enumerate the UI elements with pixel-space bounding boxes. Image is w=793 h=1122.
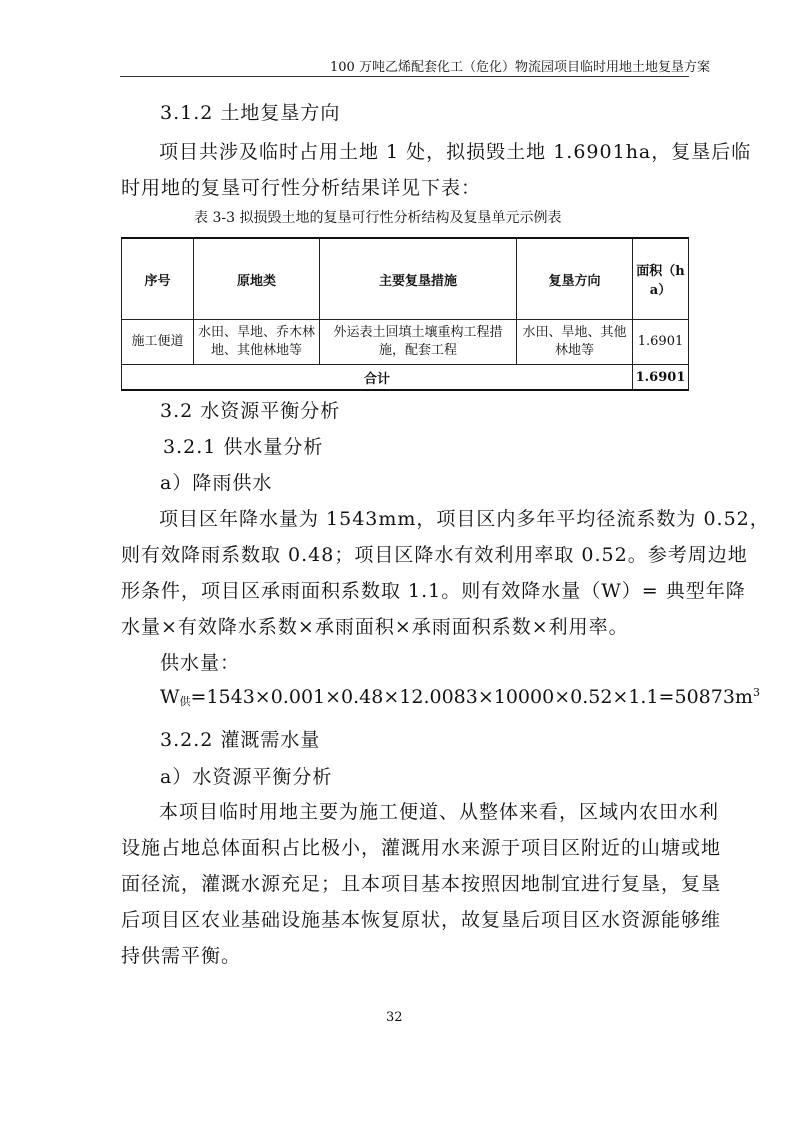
header-no: 序号 [122,238,194,320]
cell-direction: 水田、旱地、其他林地等 [517,320,633,365]
section-heading-3-2-1: 3.2.1 供水量分析 [163,436,324,458]
header-original-land: 原地类 [194,238,320,320]
cell-original-land: 水田、旱地、乔木林地、其他林地等 [194,320,320,365]
cell-no: 施工便道 [122,320,194,365]
table-total-row [122,365,689,391]
section-heading-3-2: 3.2 水资源平衡分析 [160,400,341,422]
paragraph-2-line-1: 项目区年降水量为 1543mm，项目区内多年平均径流系数为 0.52， [159,508,770,530]
formula-superscript: 3 [752,686,760,699]
total-label: 合计 [122,365,633,391]
reclamation-table [121,237,689,391]
supply-label: 供水量： [160,652,241,674]
paragraph-3-line-5: 持供需平衡。 [121,945,242,967]
paragraph-3-line-1: 本项目临时用地主要为施工便道、从整体来看，区域内农田水利 [159,801,720,823]
section-heading-3-1-2: 3.1.2 土地复垦方向 [160,102,341,124]
table-row [122,320,689,365]
table-header-row [122,238,689,320]
formula-w: W [160,686,180,708]
header-divider [120,76,689,77]
header-area: 面积（ha） [633,238,689,320]
table-caption: 表 3-3 拟损毁土地的复垦可行性分析结构及复垦单元示例表 [194,210,562,226]
paragraph-3-line-3: 面径流，灌溉水源充足；且本项目基本按照因地制宜进行复垦，复垦 [121,873,722,895]
item-a-water-balance: a）水资源平衡分析 [160,766,333,788]
page-header: 100 万吨乙烯配套化工（危化）物流园项目临时用地土地复垦方案 [330,60,710,75]
paragraph-3-line-4: 后项目区农业基础设施基本恢复原状，故复垦后项目区水资源能够维 [121,909,722,931]
total-value: 1.6901 [633,365,689,391]
section-heading-3-2-2: 3.2.2 灌溉需水量 [160,729,321,751]
page-number: 32 [386,1010,403,1025]
cell-measures: 外运表土回填土壤重构工程措施，配套工程 [320,320,517,365]
header-measures: 主要复垦措施 [320,238,517,320]
cell-area: 1.6901 [633,320,689,365]
formula-body: =1543×0.001×0.48×12.0083×10000×0.52×1.1=50873m [190,686,753,708]
paragraph-2-line-2: 则有效降雨系数取 0.48；项目区降水有效利用率取 0.52。参考周边地 [121,544,748,566]
paragraph-1-line-2: 时用地的复垦可行性分析结果详见下表： [121,177,482,199]
paragraph-2-line-3: 形条件，项目区承雨面积系数取 1.1。则有效降水量（W）= 典型年降 [121,580,746,602]
supply-formula [160,686,760,709]
item-a-rain-supply: a）降雨供水 [160,472,273,494]
paragraph-3-line-2: 设施占地总体面积占比极小，灌溉用水来源于项目区附近的山塘或地 [121,837,722,859]
header-direction: 复垦方向 [517,238,633,320]
formula-subscript: 供 [179,695,191,708]
paragraph-2-line-4: 水量×有效降水系数×承雨面积×承雨面积系数×利用率。 [121,616,629,638]
paragraph-1-line-1: 项目共涉及临时占用土地 1 处，拟损毁土地 1.6901ha，复垦后临 [159,141,752,163]
